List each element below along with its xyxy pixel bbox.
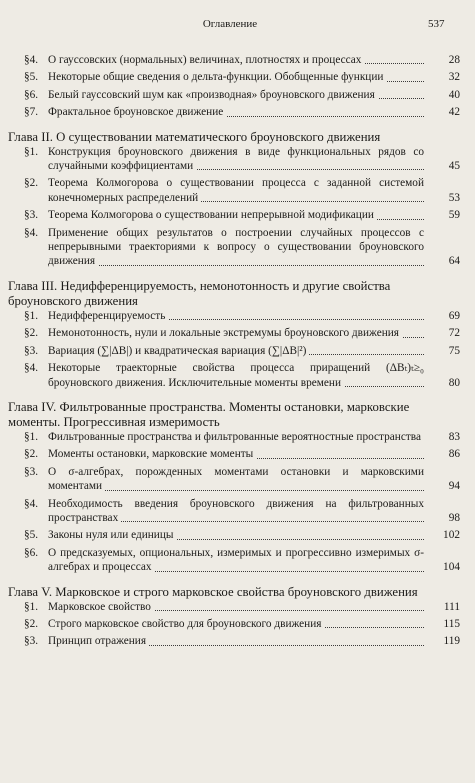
toc-entry[interactable] — [24, 634, 460, 648]
running-header — [0, 18, 475, 34]
section-title: Применение общих результатов о построении случайных процессов с непрерывными траекториями к вопросу о существовании броуновского движения — [48, 226, 424, 268]
section-number: §3. — [24, 209, 39, 222]
page-ref: 86 — [448, 448, 460, 461]
page-ref: 83 — [448, 430, 460, 443]
section-title: Марковское свойство — [48, 601, 154, 613]
section-number: §1. — [24, 600, 39, 613]
page-ref: 111 — [443, 600, 460, 613]
section-title: О предсказуемых, опциональных, измеримых и прогрессивно измеримых σ-алгебрах и процессах — [48, 546, 424, 574]
section-title: Необходимость введения броуновского движения на фильтрованных пространствах — [48, 497, 424, 524]
section-title: Строго марковское свойство для броуновского движения — [48, 618, 324, 630]
page-ref: 40 — [448, 88, 460, 101]
section-title: Фрактальное броуновское движение — [48, 106, 226, 118]
page-ref: 72 — [448, 327, 460, 340]
section-title: Теорема Колмогорова о существовании непрерывной модификации — [48, 209, 377, 221]
toc-entry[interactable] — [24, 617, 460, 631]
section-number: §3. — [24, 635, 39, 648]
page-ref: 102 — [443, 529, 460, 542]
chapter-title[interactable]: Глава III. Недифференцируемость, немонотонность и другие свойства броуновского движения — [8, 278, 391, 308]
section-number: §1. — [24, 145, 39, 158]
page-number: 537 — [428, 18, 445, 30]
page-ref: 28 — [448, 54, 460, 66]
toc-entry[interactable] — [24, 344, 460, 358]
page-ref: 42 — [448, 106, 460, 119]
section-number: §2. — [24, 177, 39, 190]
toc-entry[interactable] — [24, 465, 460, 494]
section-number: §1. — [24, 309, 39, 322]
section-title: О σ-алгебрах, порожденных моментами остановки и марковскими моментами — [48, 465, 424, 493]
section-number: §4. — [24, 362, 39, 375]
toc-entry[interactable] — [24, 430, 460, 444]
section-number: §5. — [24, 71, 39, 84]
toc-entry[interactable] — [24, 326, 460, 340]
toc-entry[interactable] — [24, 88, 460, 102]
page-ref: 64 — [448, 255, 460, 268]
section-title: Теорема Колмогорова о существовании процесса с заданной системой конечномерных распределений — [48, 177, 424, 204]
toc-entry[interactable] — [24, 309, 460, 323]
page-ref: 53 — [448, 191, 460, 204]
section-title: Некоторые общие сведения о дельта-функции. Обобщенные функции — [48, 71, 386, 83]
section-title: Немонотонность, нули и локальные экстремумы броуновского движения — [48, 327, 402, 339]
running-title: Оглавление — [202, 18, 258, 30]
section-title: О гауссовских (нормальных) величинах, плотностях и процессах — [48, 54, 364, 66]
section-number: §3. — [24, 344, 39, 357]
toc-entry[interactable] — [24, 105, 460, 119]
chapter-title[interactable]: Глава II. О существовании математического броуновского движения — [8, 129, 381, 144]
section-title: Недифференцируемость — [48, 310, 168, 322]
toc-entry[interactable] — [24, 208, 460, 222]
toc-entry[interactable] — [24, 176, 460, 205]
toc-entry[interactable] — [24, 546, 460, 575]
toc-entry[interactable] — [24, 361, 460, 390]
section-number: §2. — [24, 327, 39, 340]
page-ref: 80 — [448, 376, 460, 389]
page-ref: 59 — [448, 209, 460, 222]
toc-entry[interactable] — [24, 600, 460, 614]
toc-entry[interactable] — [24, 497, 460, 526]
page-ref: 119 — [443, 635, 460, 648]
page-ref: 115 — [443, 617, 460, 630]
page-ref: 75 — [448, 344, 460, 357]
section-number: §4. — [24, 54, 39, 66]
page-ref: 104 — [443, 561, 460, 574]
toc-entry[interactable] — [24, 53, 460, 67]
page-ref: 45 — [448, 160, 460, 173]
section-number: §6. — [24, 88, 39, 101]
section-number: §2. — [24, 448, 39, 461]
table-of-contents — [0, 53, 475, 652]
section-number: §4. — [24, 497, 39, 510]
page-ref: 69 — [448, 309, 460, 322]
section-number: §3. — [24, 465, 39, 478]
section-number: §2. — [24, 617, 39, 630]
page-ref: 32 — [448, 71, 460, 84]
section-number: §6. — [24, 546, 39, 559]
page-ref: 98 — [448, 511, 460, 524]
toc-entry[interactable] — [24, 528, 460, 542]
section-title: Некоторые траекторные свойства процесса приращений (ΔBₜ)ₜ≥₀ броуновского движения. Исключительные моменты времени — [48, 362, 424, 389]
toc-entry[interactable] — [24, 226, 460, 269]
section-number: §5. — [24, 529, 39, 542]
chapter-title[interactable]: Глава V. Марковское и строго марковское свойства броуновского движения — [8, 584, 418, 599]
toc-entry[interactable] — [24, 70, 460, 84]
section-number: §4. — [24, 226, 39, 239]
chapter-title[interactable]: Глава IV. Фильтрованные пространства. Моменты остановки, марковские моменты. Прогрессивная измеримость — [8, 399, 410, 429]
toc-entry[interactable] — [24, 447, 460, 461]
dot-leader — [48, 265, 424, 266]
section-title: Законы нуля или единицы — [48, 529, 177, 541]
section-number: §7. — [24, 106, 39, 119]
section-title: Принцип отражения — [48, 635, 149, 647]
section-title: Вариация (∑|ΔB|) и квадратическая вариация (∑|ΔB|²) — [48, 345, 309, 357]
page-ref: 94 — [448, 480, 460, 493]
section-title: Белый гауссовский шум как «производная» броуновского движения — [48, 89, 378, 101]
section-number: §1. — [24, 430, 39, 443]
toc-entry[interactable] — [24, 145, 460, 174]
section-title: Фильтрованные пространства и фильтрованные вероятностные пространства — [48, 431, 424, 443]
section-title: Моменты остановки, марковские моменты — [48, 448, 256, 460]
section-title: Конструкция броуновского движения в виде функциональных рядов со случайными коэффициентами — [48, 145, 424, 173]
